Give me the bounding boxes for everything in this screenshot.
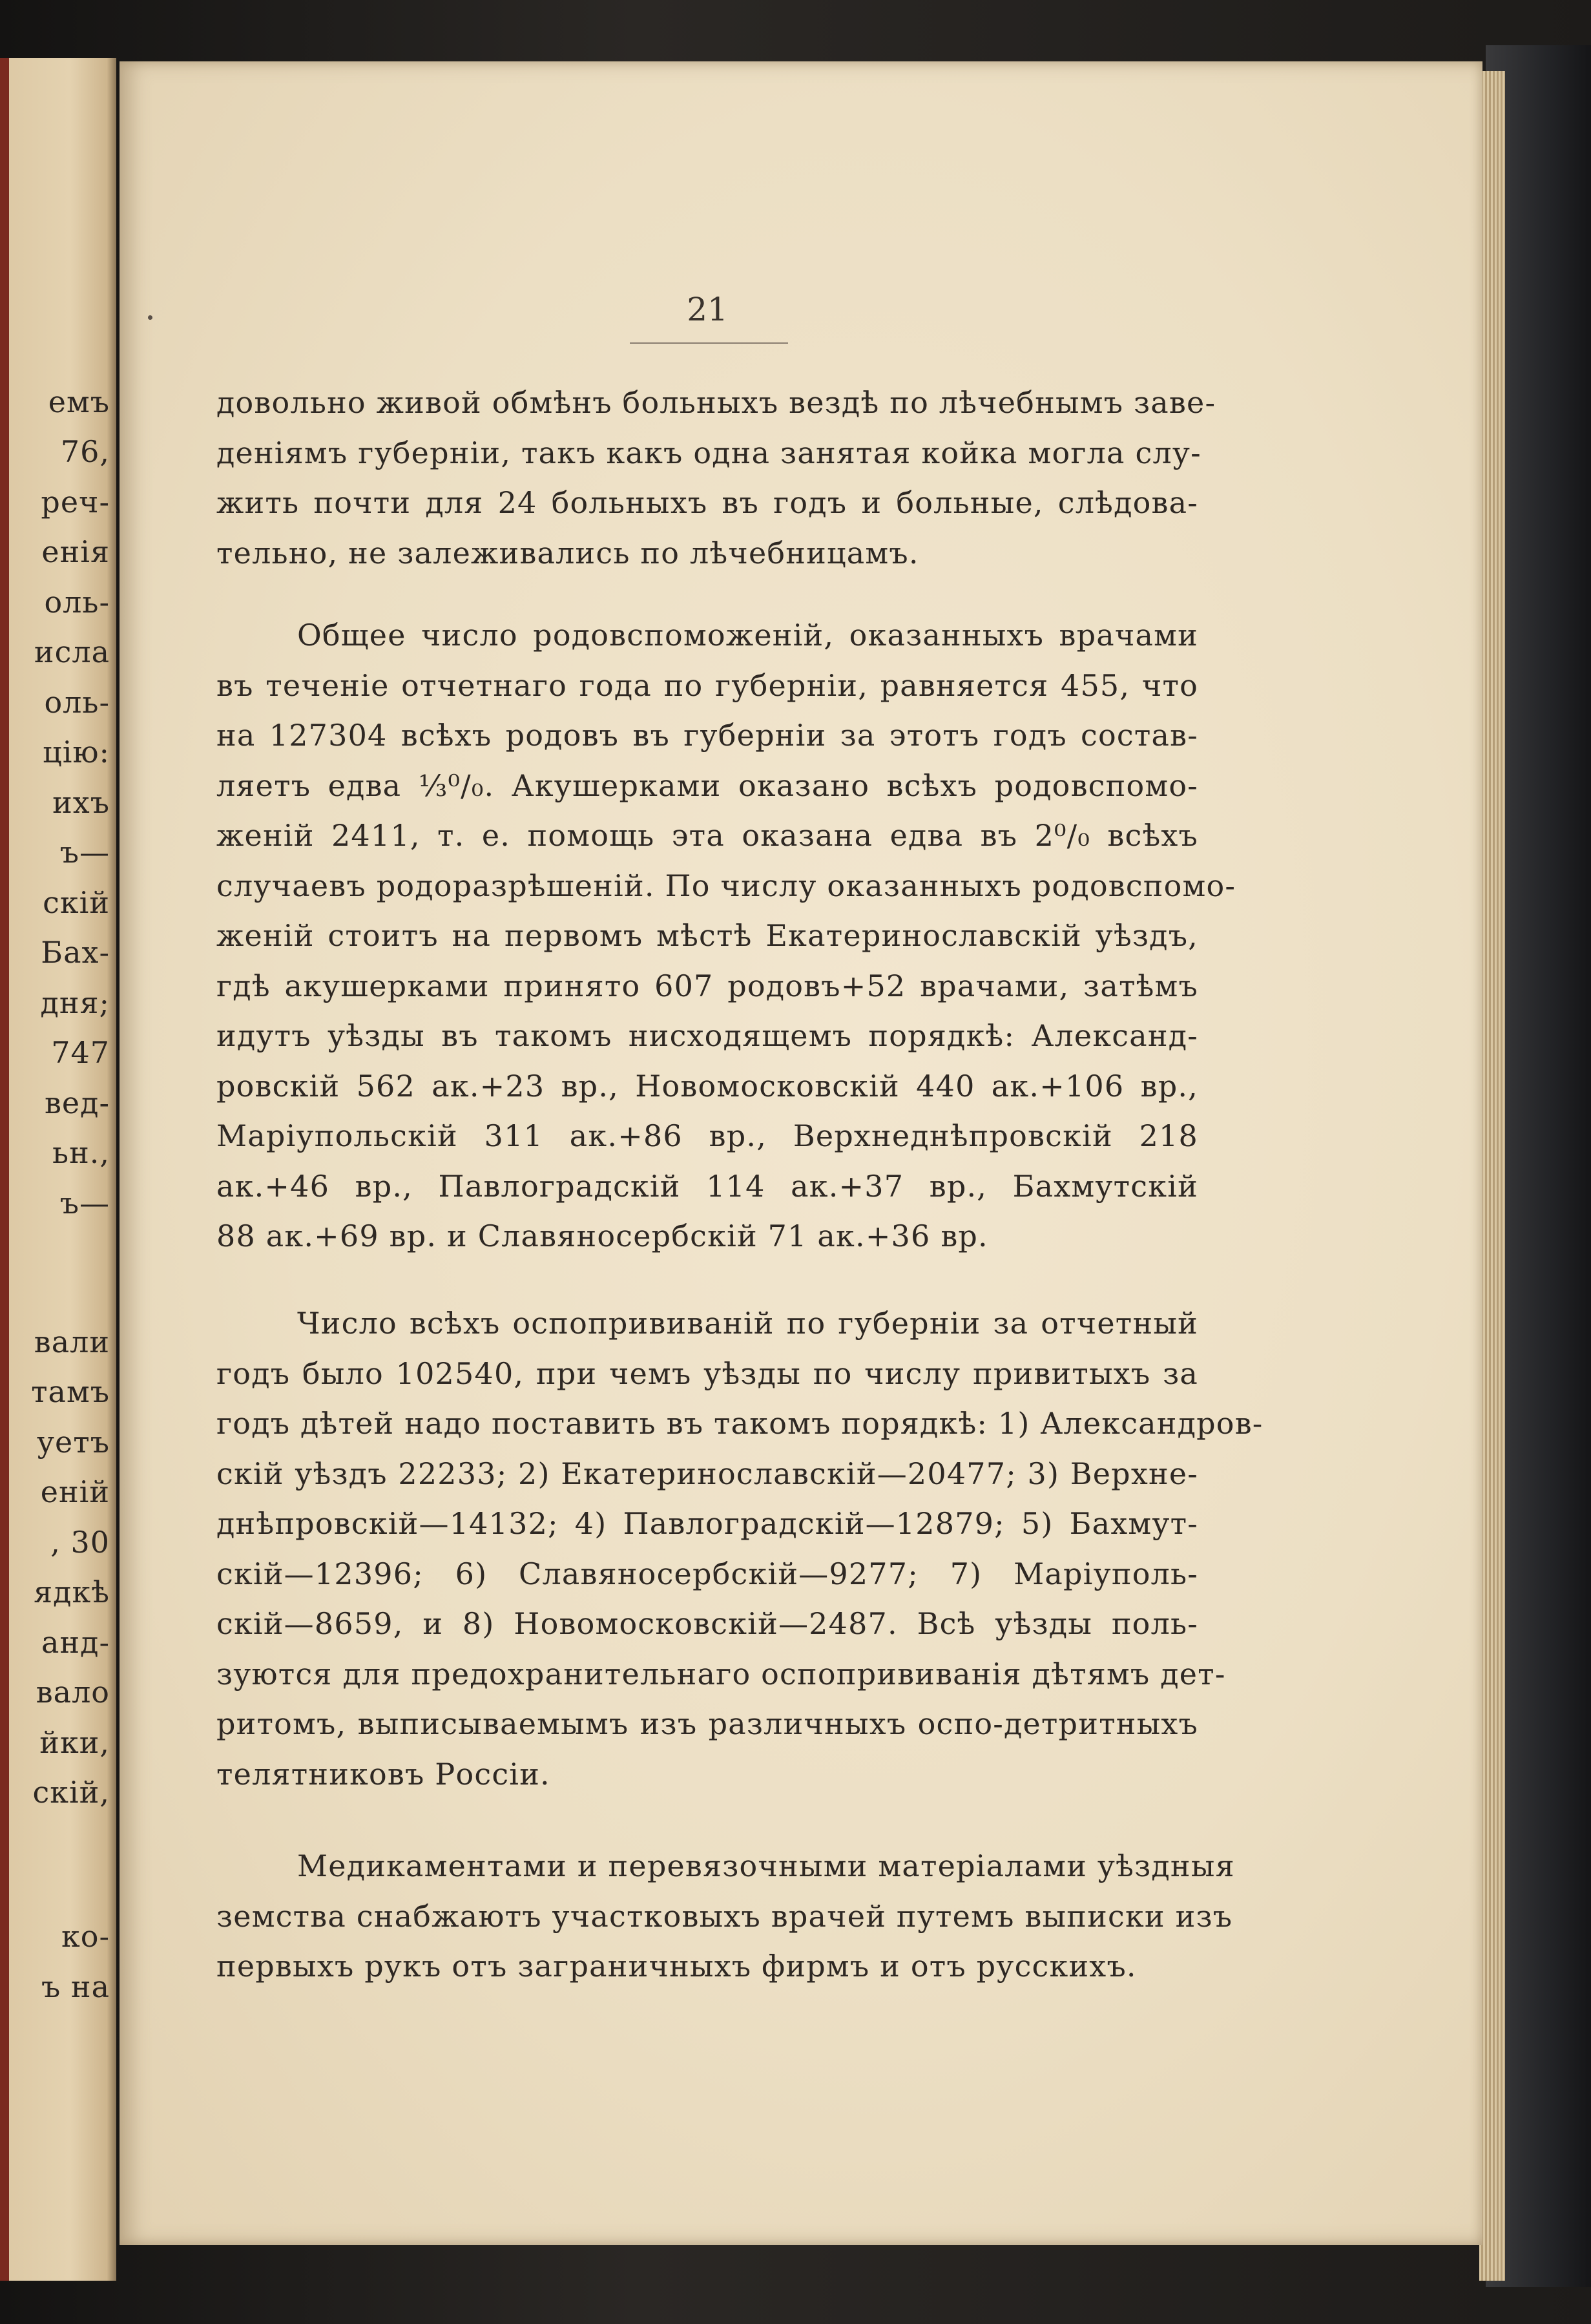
text-line: женій 2411, т. е. помощь эта оказана едва въ 2⁰/₀ всѣхъ [216, 818, 1198, 853]
previous-page-edge [0, 58, 116, 2281]
text-line: 88 ак.+69 вр. и Славяносербскій 71 ак.+36 вр. [216, 1219, 988, 1253]
previous-page-fragment: реч- [41, 485, 110, 519]
previous-page-fragment: емъ [48, 384, 110, 419]
previous-page-fragment: йки, [39, 1725, 110, 1760]
text-line: ак.+46 вр., Павлоградскій 114 ак.+37 вр., Бахмутскій [216, 1168, 1198, 1204]
text-line: скій—8659, и 8) Новомосковскій—2487. Всѣ уѣзды поль- [216, 1606, 1198, 1641]
previous-page-fragment: ъ— [59, 835, 110, 870]
text-line: скій—12396; 6) Славяносербскій—9277; 7) Маріуполь- [216, 1556, 1198, 1591]
text-line: гдѣ акушерками принято 607 родовъ+52 врачами, затѣмъ [216, 968, 1198, 1003]
previous-page-fragment: ьн., [52, 1135, 110, 1170]
text-line: идутъ уѣзды въ такомъ нисходящемъ порядкѣ: Александ- [216, 1018, 1198, 1053]
text-line: днѣпровскій—14132; 4) Павлоградскій—12879; 5) Бахмут- [216, 1506, 1198, 1541]
previous-page-fragment: ихъ [52, 785, 110, 820]
text-line: скій уѣздъ 22233; 2) Екатеринославскій—20477; 3) Верхне- [216, 1456, 1198, 1491]
text-line: жить почти для 24 больныхъ въ годъ и больные, слѣдова- [216, 485, 1198, 520]
previous-page-fragment: исла [34, 634, 110, 669]
text-line: ритомъ, выписываемымъ изъ различныхъ оспо-детритныхъ [216, 1706, 1198, 1741]
page-stack-edge [1479, 71, 1505, 2281]
previous-page-fragment: цію: [43, 735, 110, 769]
text-line: первыхъ рукъ отъ заграничныхъ фирмъ и отъ русскихъ. [216, 1949, 1137, 1984]
previous-page-fragment: вед- [45, 1085, 110, 1120]
previous-page-fragment: вало [36, 1675, 110, 1710]
paragraph-2 [216, 611, 1236, 1262]
previous-page-fragment: тамъ [31, 1374, 110, 1409]
previous-page-fragment: 747 [51, 1035, 110, 1070]
previous-page-fragment: ко- [61, 1919, 110, 1954]
text-line: годъ было 102540, при чемъ уѣзды по числу привитыхъ за [216, 1356, 1198, 1391]
previous-page-fragment: , 30 [50, 1525, 110, 1560]
previous-page-fragment: скій, [32, 1775, 110, 1810]
previous-page-fragment: оль- [44, 585, 110, 620]
text-line: въ теченіе отчетнаго года по губерніи, равняется 455, что [216, 667, 1198, 703]
text-line: ляетъ едва ⅓⁰/₀. Акушерками оказано всѣхъ родовспомо- [216, 768, 1198, 803]
text-line: деніямъ губерніи, такъ какъ одна занятая койка могла слу- [216, 435, 1201, 470]
text-line: случаевъ родоразрѣшеній. По числу оказанныхъ родовспомо- [216, 868, 1236, 903]
text-line: на 127304 всѣхъ родовъ въ губерніи за этотъ годъ состав- [216, 718, 1198, 753]
page-number-rule [630, 342, 788, 344]
previous-page-fragment: скій [43, 885, 110, 920]
text-line: телятниковъ Россіи. [216, 1756, 550, 1792]
page-number: 21 [687, 291, 728, 328]
previous-page-fragment: енія [41, 534, 110, 569]
text-line: годъ дѣтей надо поставить въ такомъ порядкѣ: 1) Александров- [216, 1406, 1263, 1441]
previous-page-fragment: 76, [60, 434, 110, 469]
previous-page-fragment: оль- [44, 685, 110, 720]
previous-page-fragment: еній [40, 1474, 110, 1509]
text-line: тельно, не залеживались по лѣчебницамъ. [216, 535, 919, 571]
paragraph-1 [216, 378, 1216, 578]
previous-page-fragment: вали [34, 1324, 110, 1359]
text-line: Маріупольскій 311 ак.+86 вр., Верхнеднѣпровскій 218 [216, 1118, 1198, 1153]
text-line: зуются для предохранительнаго оспопрививанія дѣтямъ дет- [216, 1656, 1226, 1691]
text-line: довольно живой обмѣнъ больныхъ вездѣ по лѣчебнымъ заве- [216, 385, 1216, 420]
previous-page-fragment: дня; [40, 985, 110, 1020]
previous-page-fragment: Бах- [41, 935, 110, 970]
previous-page-fragment: уетъ [36, 1425, 110, 1460]
text-line: Число всѣхъ оспопрививаній по губерніи за отчетный [297, 1306, 1198, 1341]
text-line: Общее число родовспоможеній, оказанныхъ врачами [297, 618, 1198, 653]
previous-page-fragment: анд- [41, 1625, 110, 1660]
previous-page-fragment: ядкѣ [34, 1575, 110, 1609]
paragraph-3 [216, 1299, 1263, 1799]
ink-dot [148, 315, 152, 320]
text-line: Медикаментами и перевязочными матеріалами уѣздныя [297, 1848, 1235, 1883]
paragraph-4 [216, 1841, 1235, 1992]
previous-page-fragment: ъ— [59, 1186, 110, 1220]
text-line: женій стоитъ на первомъ мѣстѣ Екатеринославскій уѣздъ, [216, 918, 1198, 953]
text-line: ровскій 562 ак.+23 вр., Новомосковскій 440 ак.+106 вр., [216, 1068, 1198, 1104]
text-line: земства снабжаютъ участковыхъ врачей путемъ выписки изъ [216, 1898, 1233, 1934]
previous-page-fragment: ъ на [41, 1969, 110, 2004]
